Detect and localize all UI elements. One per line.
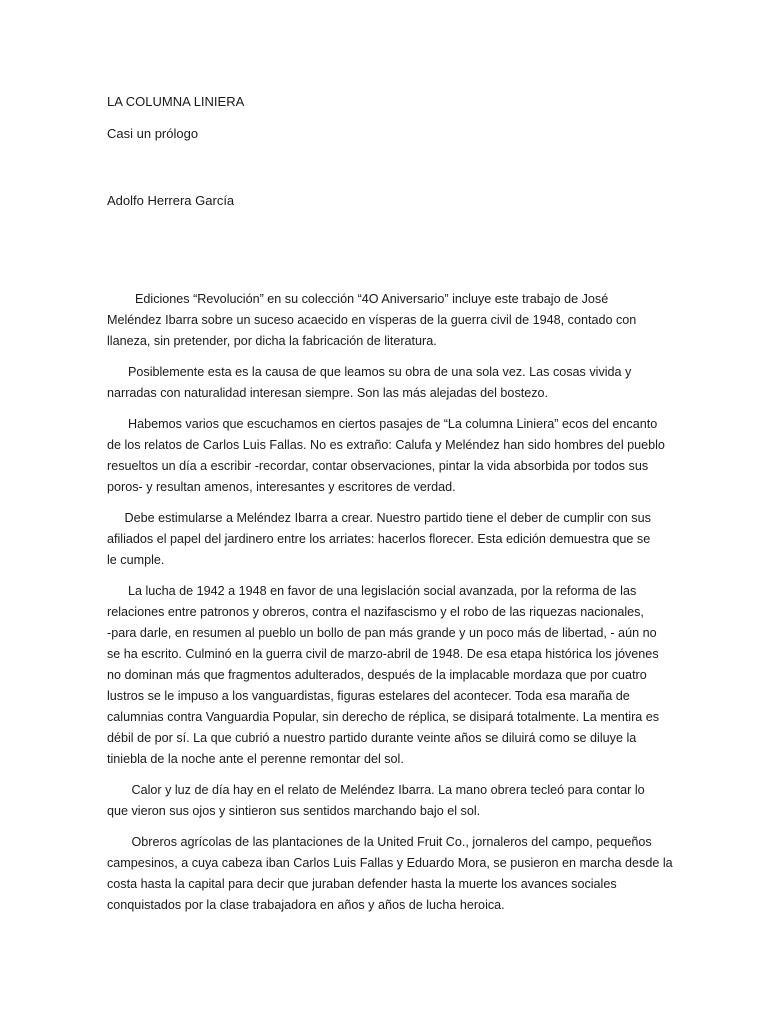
- document-subtitle: Casi un prólogo: [107, 126, 199, 141]
- paragraph-line: afiliados el papel del jardinero entre los arriates: hacerlos florecer. Esta edición demuestra que se: [107, 532, 651, 546]
- paragraph-line: Debe estimularse a Meléndez Ibarra a crear. Nuestro partido tiene el deber de cumplir con sus: [107, 511, 651, 525]
- paragraph-line: conquistados por la clase trabajadora en años y años de lucha heroica.: [107, 898, 505, 912]
- body-paragraph: [107, 780, 645, 822]
- body-paragraph: [107, 414, 665, 498]
- body-paragraph: [107, 581, 660, 770]
- paragraph-line: llaneza, sin pretender, por dicha la fabricación de literatura.: [107, 334, 437, 348]
- paragraph-line: Posiblemente esta es la causa de que leamos su obra de una sola vez. Las cosas vivida y: [107, 365, 632, 379]
- document-title: LA COLUMNA LINIERA: [107, 94, 245, 109]
- document-author: Adolfo Herrera García: [107, 193, 235, 208]
- paragraph-line: poros- y resultan amenos, interesantes y escritores de verdad.: [107, 480, 456, 494]
- paragraph-line: narradas con naturalidad interesan siempre. Son las más alejadas del bostezo.: [107, 386, 549, 400]
- paragraph-line: resueltos un día a escribir -recordar, contar observaciones, pintar la vida absorbida por todos sus: [107, 459, 649, 473]
- body-paragraph: [107, 362, 633, 404]
- body-paragraph: [107, 508, 651, 571]
- paragraph-line: lustros se le impuso a los vanguardistas, figuras estelares del acontecer. Toda esa maraña de: [107, 689, 630, 703]
- paragraph-line: le cumple.: [107, 553, 165, 567]
- paragraph-line: débil de por sí. La que cubrió a nuestro partido durante veinte años se diluirá como se diluye la: [107, 731, 637, 745]
- document-body: [107, 289, 673, 926]
- paragraph-line: Ediciones “Revolución” en su colección “4O Aniversario” incluye este trabajo de José: [107, 292, 609, 306]
- paragraph-line: se ha escrito. Culminó en la guerra civil de marzo-abril de 1948. De esa etapa histórica los jóvenes: [107, 647, 659, 661]
- paragraph-line: de los relatos de Carlos Luis Fallas. No es extraño: Calufa y Meléndez han sido hombres del pueblo: [107, 438, 665, 452]
- paragraph-line: Meléndez Ibarra sobre un suceso acaecido en vísperas de la guerra civil de 1948, contado con: [107, 313, 637, 327]
- paragraph-line: relaciones entre patronos y obreros, contra el nazifascismo y el robo de las riquezas nacionales,: [107, 605, 644, 619]
- paragraph-line: Obreros agrícolas de las plantaciones de la United Fruit Co., jornaleros del campo, pequeños: [107, 835, 652, 849]
- paragraph-line: Habemos varios que escuchamos en ciertos pasajes de “La columna Liniera” ecos del encanto: [107, 417, 658, 431]
- body-paragraph: [107, 289, 637, 352]
- paragraph-line: costa hasta la capital para decir que juraban defender hasta la muerte los avances sociales: [107, 877, 617, 891]
- paragraph-line: Calor y luz de día hay en el relato de Meléndez Ibarra. La mano obrera tecleó para contar lo: [107, 783, 645, 797]
- paragraph-line: campesinos, a cuya cabeza iban Carlos Luis Fallas y Eduardo Mora, se pusieron en marcha desde la: [107, 856, 673, 870]
- paragraph-line: calumnias contra Vanguardia Popular, sin derecho de réplica, se disipará totalmente. La mentira es: [107, 710, 660, 724]
- body-paragraph: [107, 832, 673, 916]
- paragraph-line: no dominan más que fragmentos adulterados, después de la implacable mordaza que por cuatro: [107, 668, 647, 682]
- paragraph-line: -para darle, en resumen al pueblo un bollo de pan más grande y un poco más de libertad, - aún no: [107, 626, 657, 640]
- paragraph-line: La lucha de 1942 a 1948 en favor de una legislación social avanzada, por la reforma de las: [107, 584, 637, 598]
- paragraph-line: que vieron sus ojos y sintieron sus sentidos marchando bajo el sol.: [107, 804, 481, 818]
- paragraph-line: tiniebla de la noche ante el perenne remontar del sol.: [107, 752, 404, 766]
